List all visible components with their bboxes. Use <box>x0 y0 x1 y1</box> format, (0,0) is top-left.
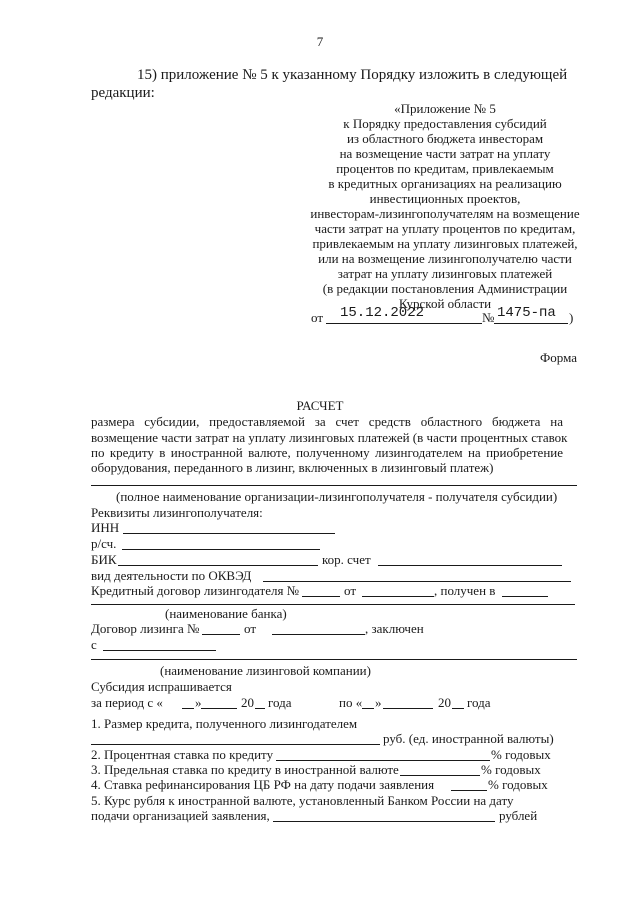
item-3-unit: % годовых <box>481 762 541 777</box>
item-5-unit: рублей <box>499 808 538 823</box>
okved-field[interactable] <box>263 581 571 582</box>
period-from-label: за период с « <box>91 695 163 710</box>
period-quote-close-2: » <box>375 695 382 710</box>
with-label: с <box>91 637 97 652</box>
item-2-label: 2. Процентная ставка по кредиту <box>91 747 274 762</box>
appendix-header-line: к Порядку предоставления субсидий <box>343 116 547 131</box>
org-name-field[interactable] <box>91 485 577 486</box>
resolution-number-label: № <box>482 310 495 325</box>
item-5-label: 5. Курс рубля к иностранной валюте, установленный Банком России на дату <box>91 793 514 808</box>
appendix-header-line: или на возмещение лизингополучателю части <box>318 251 572 266</box>
subsidy-requested-label: Субсидия испрашивается <box>91 679 232 694</box>
subtitle-line: размера субсидии, предоставляемой за счет средств областного бюджета на <box>91 414 563 429</box>
period-from-year-field[interactable] <box>255 708 265 709</box>
period-to-year-field[interactable] <box>452 708 464 709</box>
appendix-header-line: затрат на уплату лизинговых платежей <box>337 266 553 281</box>
period-year-label-2: года <box>467 695 491 710</box>
appendix-header-line: инвесторам-лизингополучателям на возмещение <box>310 206 580 221</box>
appendix-header-line: в кредитных организациях на реализацию <box>328 176 562 191</box>
credit-received-label: , получен в <box>434 583 496 598</box>
period-to-label: по « <box>339 695 363 710</box>
appendix-header-line: «Приложение № 5 <box>394 101 496 116</box>
org-name-caption: (полное наименование организации-лизингополучателя - получателя субсидии) <box>116 489 558 504</box>
requisites-label: Реквизиты лизингополучателя: <box>91 505 263 520</box>
item-3-field[interactable] <box>400 775 480 776</box>
item-4-field[interactable] <box>451 790 487 791</box>
leasing-from-label: от <box>244 621 257 636</box>
item-4-unit: % годовых <box>488 777 548 792</box>
period-year-label-1: года <box>268 695 292 710</box>
page-number: 7 <box>316 34 324 49</box>
appendix-header-line: процентов по кредитам, привлекаемым <box>336 161 554 176</box>
intro-line-2: редакции: <box>91 85 155 101</box>
appendix-header-line: на возмещение части затрат на уплату <box>339 146 551 161</box>
resolution-from-label: от <box>311 310 324 325</box>
bik-field[interactable] <box>118 565 318 566</box>
credit-contract-label: Кредитный договор лизингодателя № <box>91 583 300 598</box>
item-3-label: 3. Предельная ставка по кредиту в иностранной валюте <box>91 762 399 777</box>
resolution-close: ) <box>569 310 574 325</box>
subtitle-line: оборудования, переданного в лизинг, включенных в лизинговый платеж) <box>91 460 494 475</box>
account-field[interactable] <box>122 549 320 550</box>
period-to-month-field[interactable] <box>383 708 433 709</box>
resolution-date: 15.12.2022 <box>340 305 425 321</box>
subtitle-line: возмещение части затрат на уплату лизинговых платежей (в части процентных ставок <box>91 430 568 445</box>
appendix-header-line: из областного бюджета инвесторам <box>346 131 544 146</box>
credit-received-field[interactable] <box>502 596 548 597</box>
appendix-header <box>300 101 590 311</box>
period-year-prefix-2: 20 <box>438 695 451 710</box>
appendix-header-line: части затрат на уплату процентов по кредитам, <box>314 221 576 236</box>
item-5-field[interactable] <box>273 821 495 822</box>
period-to-day-field[interactable] <box>362 708 374 709</box>
leasing-company-field[interactable] <box>91 659 577 660</box>
item-1-field[interactable] <box>91 744 380 745</box>
item-1-unit: руб. (ед. иностранной валюты) <box>383 731 554 746</box>
leasing-company-caption: (наименование лизинговой компании) <box>160 663 371 678</box>
leasing-contract-number-field[interactable] <box>202 634 240 635</box>
appendix-header-line: Курской области <box>398 296 492 311</box>
leasing-date-field[interactable] <box>272 634 365 635</box>
with-field[interactable] <box>103 650 216 651</box>
subtitle-line: по кредиту в иностранной валюте, полученному лизингодателем на приобретение <box>91 445 563 460</box>
credit-contract-number-field[interactable] <box>302 596 340 597</box>
bik-label: БИК <box>91 552 117 567</box>
inn-field[interactable] <box>123 533 335 534</box>
document-title: РАСЧЕТ <box>296 398 344 413</box>
corr-account-label: кор. счет <box>322 552 371 567</box>
item-2-field[interactable] <box>276 760 490 761</box>
leasing-contract-label: Договор лизинга № <box>91 621 200 636</box>
bank-name-caption: (наименование банка) <box>165 606 287 621</box>
item-2-unit: % годовых <box>491 747 551 762</box>
period-from-day-field[interactable] <box>182 708 194 709</box>
period-from-month-field[interactable] <box>201 708 237 709</box>
credit-date-field[interactable] <box>362 596 434 597</box>
leasing-concluded-label: , заключен <box>365 621 424 636</box>
item-5-label-2: подачи организацией заявления, <box>91 808 270 823</box>
account-label: р/сч. <box>91 536 117 551</box>
item-1-label: 1. Размер кредита, полученного лизингодателем <box>91 716 358 731</box>
resolution-number: 1475-па <box>497 305 556 321</box>
corr-account-field[interactable] <box>378 565 562 566</box>
credit-from-label: от <box>344 583 357 598</box>
appendix-header-line: инвестиционных проектов, <box>369 191 521 206</box>
period-year-prefix-1: 20 <box>241 695 254 710</box>
okved-label: вид деятельности по ОКВЭД <box>91 568 252 583</box>
appendix-header-line: привлекаемым на уплату лизинговых платежей, <box>312 236 578 251</box>
period-quote-close: » <box>195 695 202 710</box>
intro-line-1: 15) приложение № 5 к указанному Порядку изложить в следующей <box>137 67 568 83</box>
inn-label: ИНН <box>91 520 120 535</box>
appendix-header-line: (в редакции постановления Администрации <box>322 281 568 296</box>
bank-name-field[interactable] <box>91 604 575 605</box>
item-4-label: 4. Ставка рефинансирования ЦБ РФ на дату подачи заявления <box>91 777 435 792</box>
form-label: Форма <box>540 350 577 365</box>
